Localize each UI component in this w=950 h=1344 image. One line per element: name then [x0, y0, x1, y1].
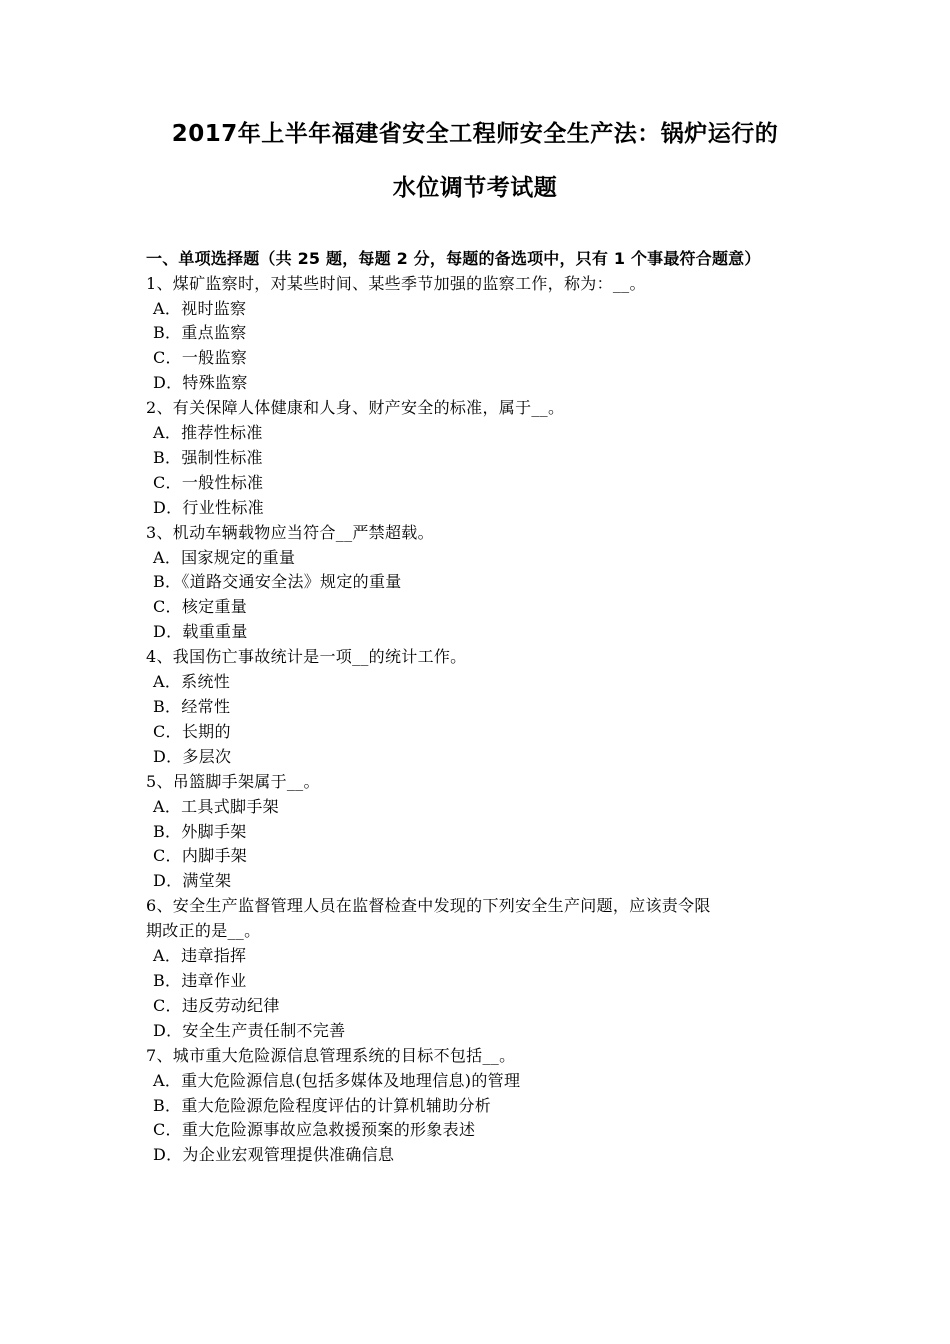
- answer-option: D．特殊监察: [153, 373, 248, 393]
- answer-option: A．视时监察: [153, 298, 247, 318]
- question-item: [146, 645, 810, 770]
- question-item: [146, 770, 810, 895]
- section-heading: 一、单项选择题（共 25 题，每题 2 分，每题的备选项中，只有 1 个事最符合题意）: [146, 249, 761, 268]
- answer-option: C．长期的: [153, 721, 231, 741]
- document-title-continued: 水位调节考试题: [392, 175, 558, 201]
- answer-option: B．重大危险源危险程度评估的计算机辅助分析: [153, 1095, 492, 1115]
- question-item: [146, 521, 810, 646]
- answer-option: D．行业性标准: [153, 497, 264, 517]
- answer-option: B．违章作业: [153, 970, 247, 990]
- question-stem: 期改正的是__。: [146, 921, 261, 941]
- answer-option: A．国家规定的重量: [153, 547, 296, 567]
- answer-option: D．为企业宏观管理提供准确信息: [153, 1145, 395, 1165]
- answer-option: C．违反劳动纪律: [153, 995, 280, 1015]
- answer-option: A．推荐性标准: [153, 423, 263, 443]
- question-stem: 2、有关保障人体健康和人身、财产安全的标准，属于__。: [146, 398, 565, 418]
- question-item: [146, 396, 810, 521]
- answer-option: A．违章指挥: [153, 946, 247, 966]
- answer-option: A．工具式脚手架: [153, 796, 279, 816]
- answer-option: A．系统性: [153, 672, 231, 692]
- question-stem: 7、城市重大危险源信息管理系统的目标不包括__。: [146, 1045, 516, 1065]
- document-title: 2017年上半年福建省安全工程师安全生产法：锅炉运行的: [171, 121, 779, 147]
- answer-option: C．重大危险源事故应急救援预案的形象表述: [153, 1120, 476, 1140]
- question-stem: 4、我国伤亡事故统计是一项__的统计工作。: [146, 647, 467, 667]
- answer-option: C．内脚手架: [153, 846, 248, 866]
- answer-option: D．载重重量: [153, 622, 248, 642]
- answer-option: C．一般性标准: [153, 472, 264, 492]
- question-stem: 6、安全生产监督管理人员在监督检查中发现的下列安全生产问题，应该责令限: [146, 896, 711, 916]
- answer-option: B．《道路交通安全法》规定的重量: [153, 572, 402, 592]
- question-item: [146, 894, 810, 1043]
- answer-option: B．外脚手架: [153, 821, 247, 841]
- question-stem: 1、煤矿监察时，对某些时间、某些季节加强的监察工作，称为：__。: [146, 273, 646, 293]
- answer-option: C．核定重量: [153, 597, 248, 617]
- answer-option: C．一般监察: [153, 348, 248, 368]
- question-list: [146, 272, 810, 1169]
- question-stem: 5、吊篮脚手架属于__。: [146, 771, 320, 791]
- question-item: [146, 1044, 810, 1169]
- question-stem: 3、机动车辆载物应当符合__严禁超载。: [146, 522, 434, 542]
- answer-option: B．经常性: [153, 697, 231, 716]
- document-body: [146, 247, 810, 1168]
- answer-option: A．重大危险源信息(包括多媒体及地理信息)的管理: [153, 1070, 521, 1090]
- answer-option: D．多层次: [153, 746, 232, 766]
- answer-option: D．满堂架: [153, 871, 232, 891]
- answer-option: B．重点监察: [153, 323, 247, 343]
- answer-option: D．安全生产责任制不完善: [153, 1020, 346, 1040]
- question-item: [146, 272, 810, 397]
- answer-option: B．强制性标准: [153, 447, 263, 467]
